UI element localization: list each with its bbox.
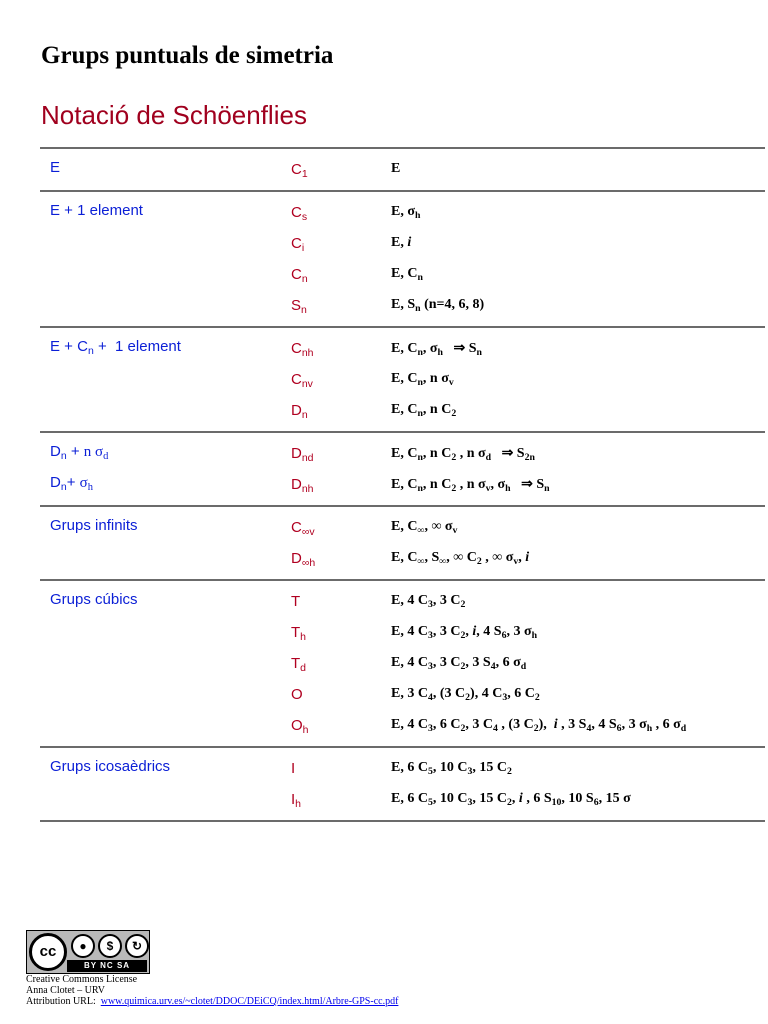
attribution-link[interactable]: www.quimica.urv.es/~clotet/DDOC/DEiCQ/index.html/Arbre-GPS-cc.pdf: [100, 996, 399, 1007]
symmetry-elements: E, $C_\infty$, $S_\infty$, ∞ $C_2$ , ∞ $\sigma_v$, i: [391, 550, 530, 567]
symmetry-elements: E, $C_n$, $\sigma_h$ ⇒ $S_n$: [391, 341, 482, 358]
symmetry-elements: E, 4 $C_3$, 6 $C_2$, 3 $C_4$ , (3 $C_2$), i , 3 $S_4$, 4 $S_6$, 3 $\sigma_h$ , 6 $\sigma_d$: [391, 717, 687, 734]
group-name: $D_n + n$ $\sigma_d$: [50, 443, 109, 463]
group-name: Grups infinits: [50, 517, 138, 534]
noncommercial-icon: $: [98, 934, 122, 958]
group-section: [40, 746, 765, 822]
point-group-symbol: O: [291, 686, 303, 703]
symmetry-elements: E: [391, 161, 401, 176]
author-line: Anna Clotet – URV: [26, 985, 105, 996]
point-group-symbol: $D_{\infty h}$: [291, 550, 316, 570]
table-row: [40, 365, 765, 396]
point-group-symbol: $C_{nv}$: [291, 371, 313, 391]
group-section: [40, 579, 765, 746]
symmetry-elements: E, i: [391, 235, 412, 250]
group-section: [40, 326, 765, 431]
table-row: [40, 198, 765, 229]
group-name: Grups icosaèdrics: [50, 758, 171, 775]
table-row: [40, 649, 765, 680]
point-group-symbol: I: [291, 760, 296, 777]
point-group-symbol: $C_s$: [291, 204, 308, 224]
table-row: [40, 754, 765, 785]
table-row: [40, 544, 765, 575]
cc-logo-icon: cc: [29, 933, 67, 971]
table-row: [40, 291, 765, 322]
table-row: [40, 229, 765, 260]
symmetry-elements: E, 3 $C_4$, (3 $C_2$), 4 $C_3$, 6 $C_2$: [391, 686, 540, 703]
point-group-symbol: $C_{nh}$: [291, 340, 314, 360]
table-row: [40, 785, 765, 816]
point-group-symbol: $D_{nd}$: [291, 445, 314, 465]
table-row: [40, 711, 765, 742]
cc-license-badge[interactable]: [26, 930, 150, 974]
point-group-symbol: $S_n$: [291, 297, 307, 317]
table-row: [40, 439, 765, 470]
table-row: [40, 470, 765, 501]
table-row: [40, 680, 765, 711]
symmetry-elements: E, 4 $C_3$, 3 $C_2$, 3 $S_4$, 6 $\sigma_d$: [391, 655, 527, 672]
point-group-symbol: $D_{nh}$: [291, 476, 314, 496]
symmetry-elements: E, $C_n$, n $C_2$: [391, 402, 457, 419]
symmetry-elements: E, 4 $C_3$, 3 $C_2$, i, 4 $S_6$, 3 $\sigma_h$: [391, 624, 538, 641]
group-section: [40, 190, 765, 326]
point-groups-table: [40, 147, 765, 822]
table-row: [40, 334, 765, 365]
symmetry-elements: E, $C_n$, n $C_2$ , n $\sigma_d$ ⇒ $S_{2n}$: [391, 446, 535, 463]
cc-nc-label: NC: [100, 961, 114, 970]
symmetry-elements: E, $C_n$, n $C_2$ , n $\sigma_v$, $\sigma_h$ ⇒ $S_n$: [391, 477, 550, 494]
cc-sa-label: SA: [116, 961, 131, 970]
group-name: E + 1 element: [50, 202, 143, 219]
symmetry-elements: E, $C_n$: [391, 266, 423, 283]
point-group-symbol: $C_1$: [291, 161, 308, 181]
group-section: [40, 431, 765, 505]
page-subtitle: Notació de Schöenflies: [41, 100, 307, 130]
group-name: Grups cúbics: [50, 591, 138, 608]
table-row: [40, 260, 765, 291]
cc-by-label: BY: [83, 961, 97, 970]
group-name: $D_n+ \sigma_h$: [50, 474, 93, 494]
point-group-symbol: $D_n$: [291, 402, 308, 422]
license-name: Creative Commons License: [26, 974, 138, 985]
point-group-symbol: T: [291, 593, 301, 610]
symmetry-elements: E, 6 $C_5$, 10 $C_3$, 15 $C_2$, i , 6 $S_{10}$, 10 $S_6$, 15 σ: [391, 791, 631, 808]
table-row: [40, 155, 765, 186]
by-person-icon: ●: [71, 934, 95, 958]
table-row: [40, 618, 765, 649]
point-group-symbol: $I_h$: [291, 791, 302, 811]
symmetry-elements: E, $C_\infty$, ∞ $\sigma_v$: [391, 519, 458, 536]
point-group-symbol: $T_d$: [291, 655, 307, 675]
symmetry-elements: E, 6 $C_5$, 10 $C_3$, 15 $C_2$: [391, 760, 512, 777]
group-name: E: [50, 159, 61, 176]
symmetry-elements: E, 4 $C_3$, 3 $C_2$: [391, 593, 466, 610]
point-group-symbol: $C_n$: [291, 266, 308, 286]
group-section: [40, 147, 765, 190]
cc-terms-bar: [67, 960, 147, 972]
table-row: [40, 396, 765, 427]
group-name: $E + C_n + 1$ element: [50, 338, 181, 358]
table-row: [40, 587, 765, 618]
symmetry-elements: E, $S_n$ (n=4, 6, 8): [391, 297, 485, 314]
sharealike-icon: ↻: [125, 934, 149, 958]
attribution-label: Attribution URL:: [26, 996, 96, 1007]
attribution-line: [26, 996, 398, 1007]
symmetry-elements: E, $C_n$, n $\sigma_v$: [391, 371, 454, 388]
point-group-symbol: $O_h$: [291, 717, 309, 737]
page-title: Grups puntuals de simetria: [41, 42, 334, 69]
table-row: [40, 513, 765, 544]
point-group-symbol: $C_{\infty v}$: [291, 519, 315, 539]
symmetry-elements: E, $\sigma_h$: [391, 204, 421, 221]
point-group-symbol: $C_i$: [291, 235, 305, 255]
license-footer: [26, 930, 398, 1007]
group-section: [40, 505, 765, 579]
point-group-symbol: $T_h$: [291, 624, 307, 644]
